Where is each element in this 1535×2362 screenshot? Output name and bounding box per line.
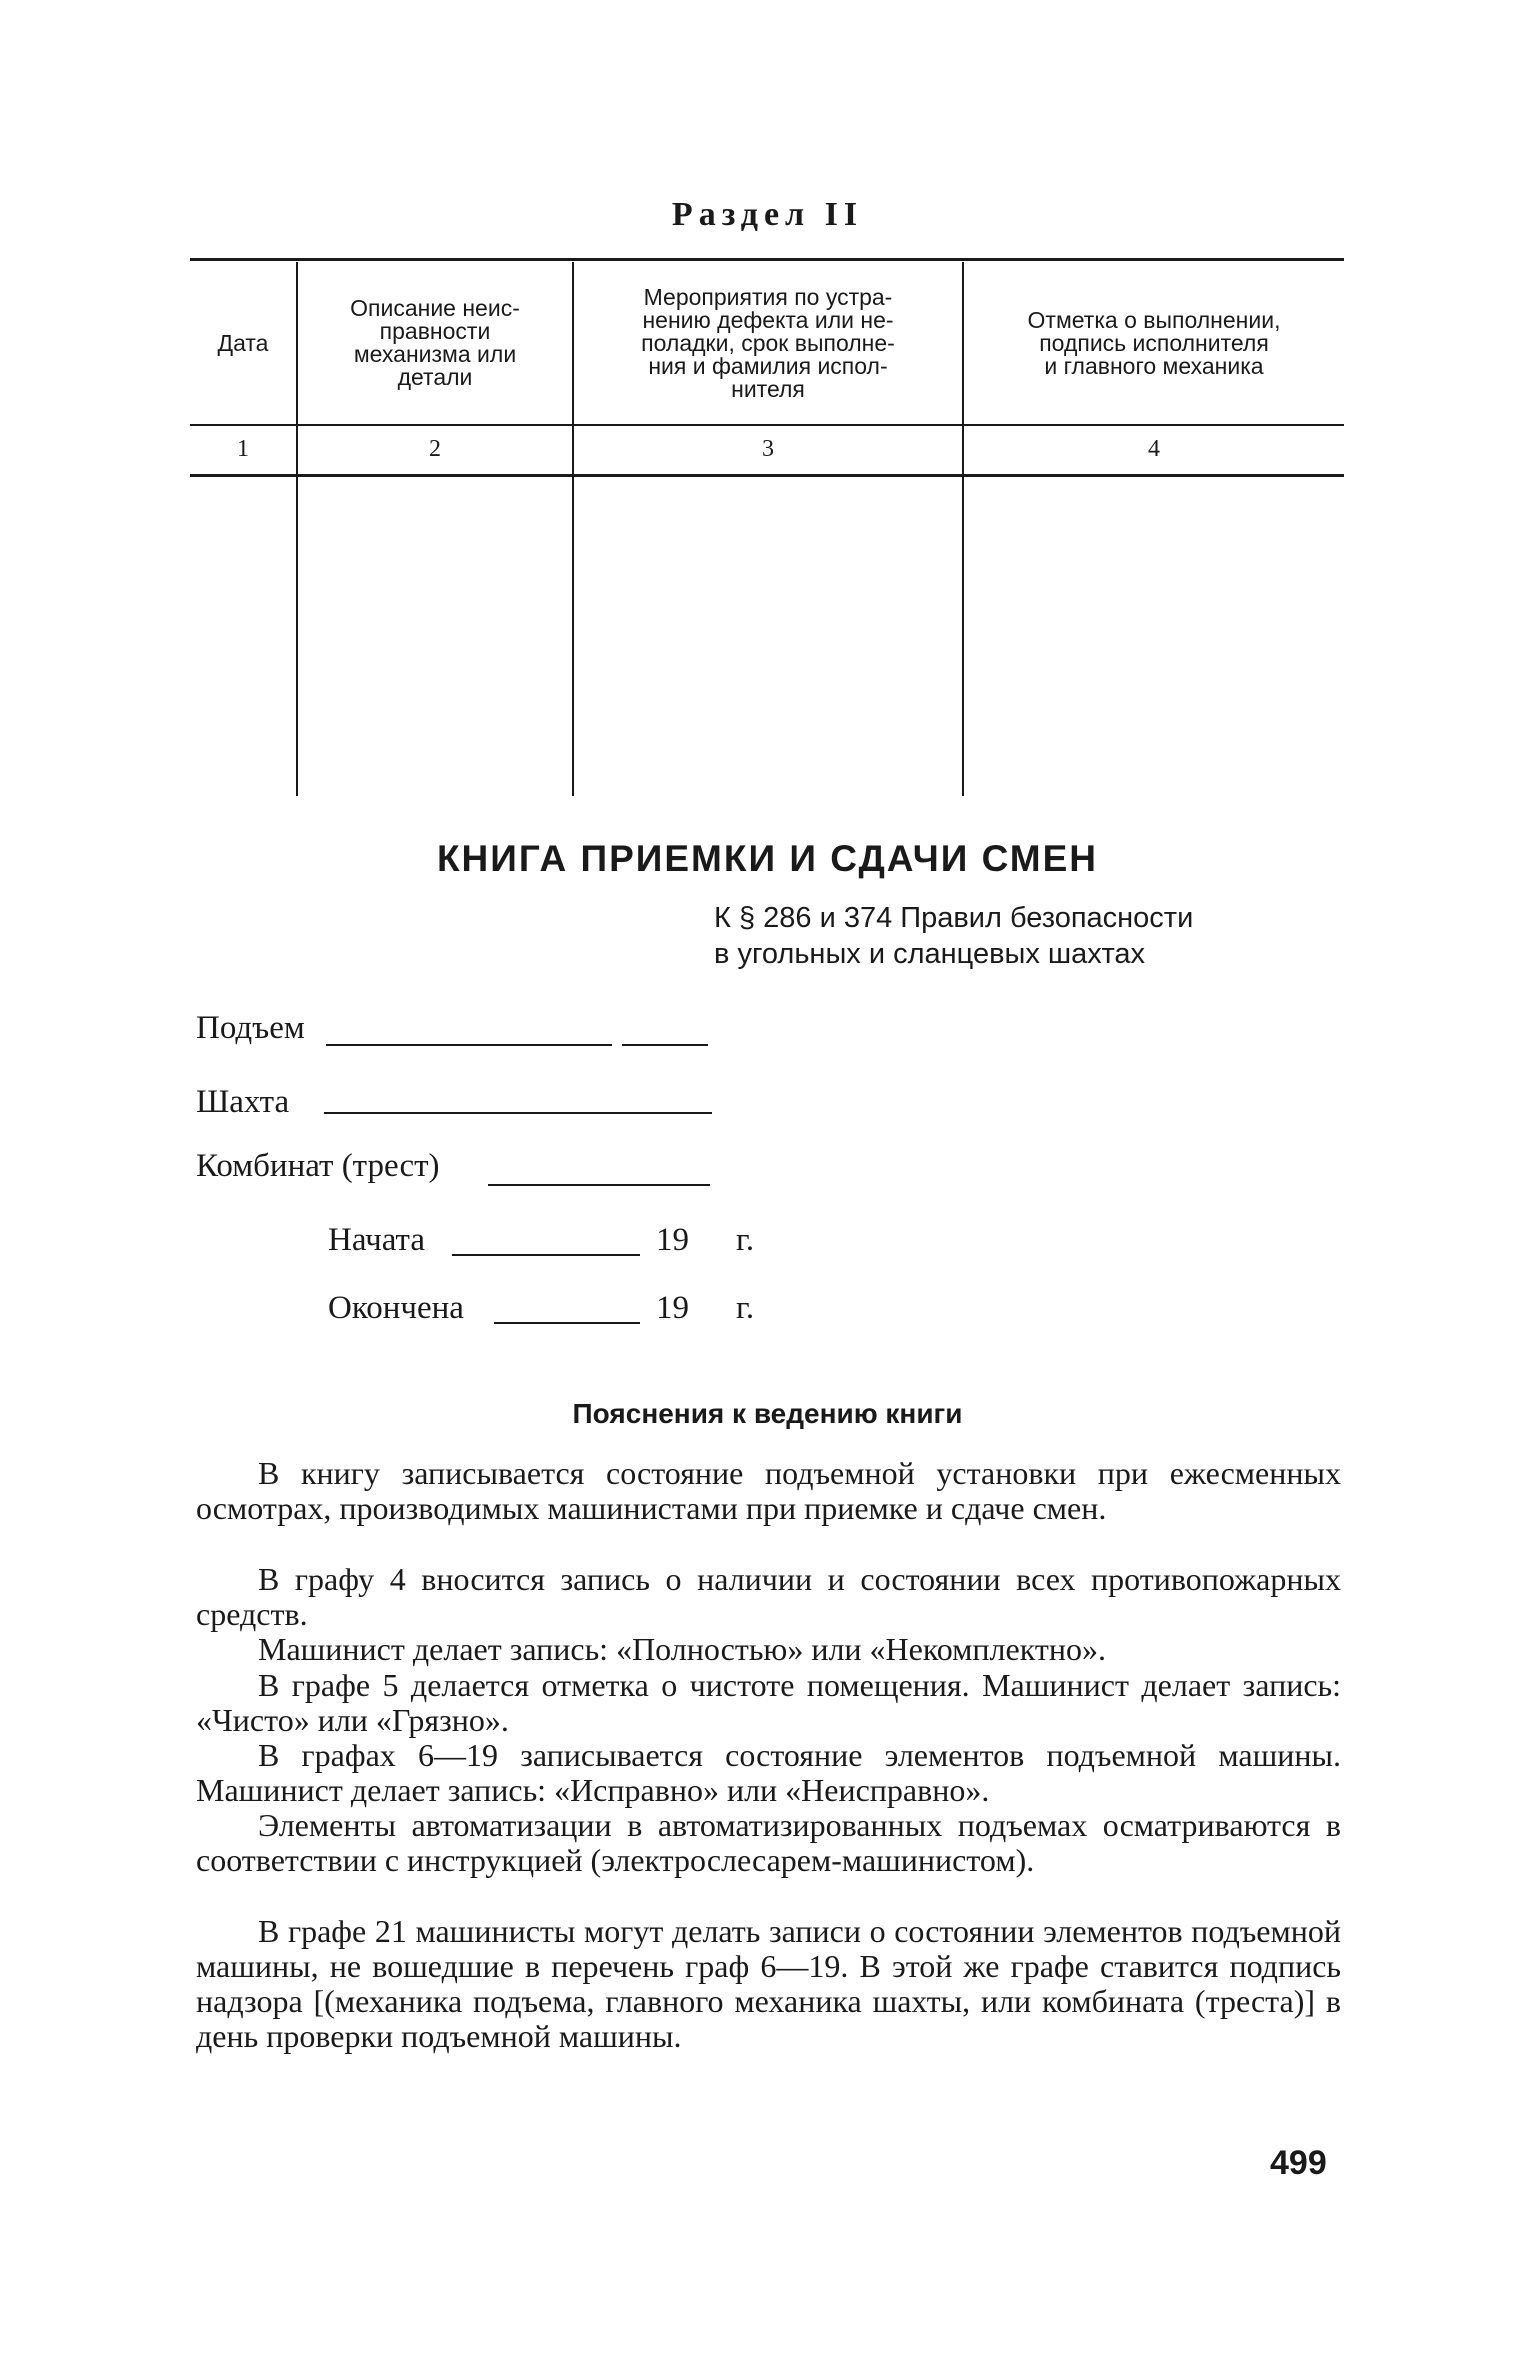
table-col-number-1: 1 xyxy=(237,436,249,462)
book-title: КНИГА ПРИЕМКИ И СДАЧИ СМЕН xyxy=(436,838,1099,879)
explanations-heading: Пояснения к ведению книги xyxy=(572,1398,963,1429)
lift-field-line-2[interactable] xyxy=(622,1044,708,1046)
rule-reference-line-2: в угольных и сланцевых шахтах xyxy=(714,938,1146,970)
section-title: Раздел II xyxy=(671,196,864,233)
explanation-paragraph: В графах 6—19 записывается состояние элементов подъемной машины. Машинист делает запись: «Исправно» или «Неисправно». xyxy=(196,1737,1341,1808)
table-top-rule xyxy=(190,258,1344,261)
finished-field-line[interactable] xyxy=(494,1322,640,1324)
rule-reference-line-1: К § 286 и 374 Правил безопасности xyxy=(714,902,1194,934)
explanation-paragraph: Элементы автоматизации в автоматизированных подъемах осматриваются в соответствии с инструкцией (электрослесарем-машинистом). xyxy=(196,1807,1341,1878)
mine-field-line[interactable] xyxy=(324,1112,712,1114)
table-header-measures: Мероприятия по устра- нению дефекта или не- поладки, срок выполне- ния и фамилия испол- нителя xyxy=(641,283,895,402)
explanation-paragraph: В графе 5 делается отметка о чистоте помещения. Машинист делает запись: «Чисто» или «Грязно». xyxy=(196,1667,1341,1738)
combine-label: Комбинат (трест) xyxy=(196,1148,440,1184)
mine-label: Шахта xyxy=(196,1084,290,1120)
table-header-rule xyxy=(190,424,1344,426)
finished-year-suffix: г. xyxy=(736,1290,755,1326)
explanation-paragraph: В графу 4 вносится запись о наличии и состоянии всех противопожарных средств. xyxy=(196,1561,1341,1632)
page-number: 499 xyxy=(1270,2144,1327,2182)
lift-label: Подъем xyxy=(196,1010,305,1046)
finished-year-prefix: 19 xyxy=(656,1290,689,1326)
explanation-paragraph: В графе 21 машинисты могут делать записи о состоянии элементов подъемной машины, не вошедшие в перечень граф 6—19. В этой же графе ставится подпись надзора [(механика подъема, главного механика шахты, или комбината (треста)] в день проверки подъемной машины. xyxy=(196,1913,1341,2054)
table-header-completion: Отметка о выполнении, подпись исполнителя и главного механика xyxy=(1027,306,1281,379)
table-col-number-3: 3 xyxy=(762,436,774,462)
finished-label: Окончена xyxy=(328,1290,464,1326)
lift-field-line-1[interactable] xyxy=(326,1044,612,1046)
table-number-rule xyxy=(190,474,1344,477)
explanation-paragraph: Машинист делает запись: «Полностью» или «Некомплектно». xyxy=(258,1631,1106,1667)
started-label: Начата xyxy=(328,1222,426,1258)
explanation-paragraph: В книгу записывается состояние подъемной установки при ежесменных осмотрах, производимых машинистами при приемке и сдаче смен. xyxy=(196,1455,1341,1526)
started-year-prefix: 19 xyxy=(656,1222,689,1258)
started-field-line[interactable] xyxy=(452,1254,640,1256)
table-header-description: Описание неис- правности механизма или детали xyxy=(350,295,520,390)
combine-field-line[interactable] xyxy=(488,1184,710,1186)
started-year-suffix: г. xyxy=(736,1222,755,1258)
table-col-number-4: 4 xyxy=(1148,436,1160,462)
table-header-date: Дата xyxy=(217,329,269,356)
table-col-number-2: 2 xyxy=(429,436,441,462)
